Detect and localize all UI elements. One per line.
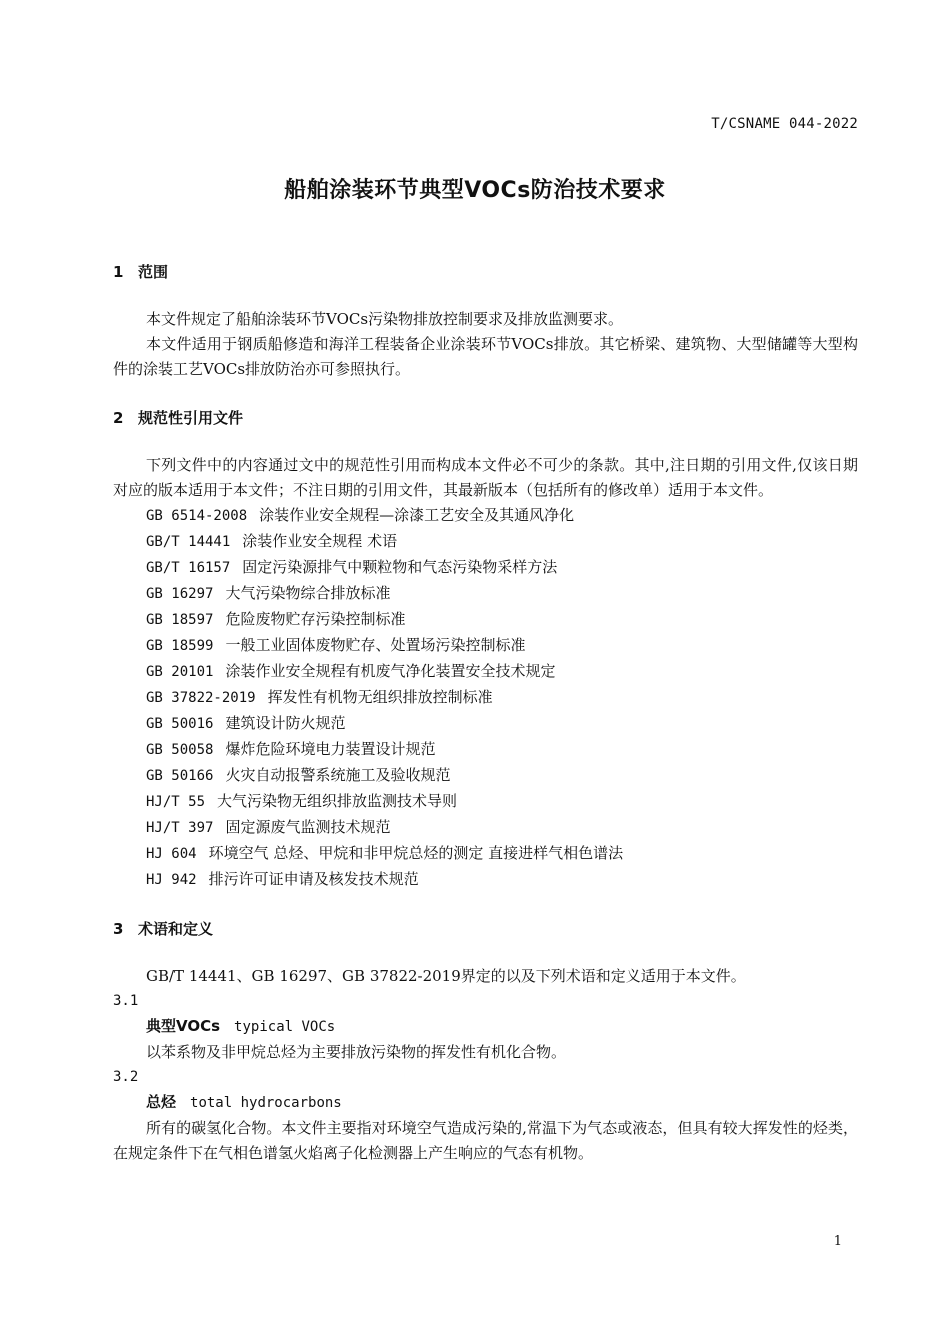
reference-code: GB 50166 — [146, 768, 214, 784]
reference-item — [113, 503, 858, 529]
section-heading-scope — [113, 260, 858, 285]
reference-code: GB 20101 — [146, 664, 214, 680]
reference-title: 爆炸危险环境电力装置设计规范 — [225, 740, 436, 758]
reference-item — [113, 659, 858, 685]
reference-item — [113, 841, 858, 867]
reference-item — [113, 633, 858, 659]
reference-item — [113, 607, 858, 633]
reference-title: 一般工业固体废物贮存、处置场污染控制标准 — [225, 636, 526, 654]
reference-code: GB/T 14441 — [146, 534, 231, 550]
reference-title: 固定污染源排气中颗粒物和气态污染物采样方法 — [242, 558, 558, 576]
reference-item — [113, 815, 858, 841]
reference-title: 火灾自动报警系统施工及验收规范 — [225, 766, 451, 784]
term-name-en: total hydrocarbons — [190, 1095, 342, 1111]
term-name-zh: 典型VOCs — [146, 1017, 221, 1035]
term-entry — [113, 1065, 858, 1166]
reference-item — [113, 789, 858, 815]
reference-title: 挥发性有机物无组织排放控制标准 — [267, 688, 493, 706]
reference-code: HJ/T 55 — [146, 794, 206, 810]
paragraph: 本文件规定了船舶涂装环节VOCs污染物排放控制要求及排放监测要求。 — [146, 310, 624, 328]
reference-title: 大气污染物无组织排放监测技术导则 — [217, 792, 458, 810]
term-number: 3.2 — [113, 1069, 139, 1085]
term-name — [113, 1090, 858, 1116]
term-name-en: typical VOCs — [234, 1019, 336, 1035]
reference-item — [113, 867, 858, 893]
section-title: 术语和定义 — [138, 920, 214, 938]
reference-title: 涂装作业安全规程 术语 — [242, 532, 398, 550]
section-number: 1 — [113, 263, 124, 281]
reference-code: GB/T 16157 — [146, 560, 231, 576]
reference-item — [113, 711, 858, 737]
reference-title: 固定源废气监测技术规范 — [225, 818, 391, 836]
term-definition: 以苯系物及非甲烷总烃为主要排放污染物的挥发性有机化合物。 — [146, 1043, 567, 1061]
term-name-zh: 总烃 — [146, 1093, 177, 1111]
term-entry — [113, 989, 858, 1065]
section-number: 3 — [113, 920, 124, 938]
reference-title: 环境空气 总烃、甲烷和非甲烷总烃的测定 直接进样气相色谱法 — [208, 844, 624, 862]
reference-code: GB 18599 — [146, 638, 214, 654]
section-number: 2 — [113, 409, 124, 427]
paragraph: 本文件适用于钢质船修造和海洋工程装备企业涂装环节VOCs排放。其它桥梁、建筑物、大型储罐等大型构件的涂装工艺VOCs排放防治亦可参照执行。 — [113, 335, 858, 378]
reference-title: 危险废物贮存污染控制标准 — [225, 610, 406, 628]
page-number: 1 — [833, 1234, 842, 1249]
reference-item — [113, 555, 858, 581]
reference-title: 排污许可证申请及核发技术规范 — [208, 870, 419, 888]
reference-item — [113, 763, 858, 789]
reference-code: HJ/T 397 — [146, 820, 214, 836]
reference-item — [113, 529, 858, 555]
reference-code: GB 50058 — [146, 742, 214, 758]
reference-code: HJ 604 — [146, 846, 197, 862]
term-name — [113, 1014, 858, 1040]
reference-title: 涂装作业安全规程有机废气净化装置安全技术规定 — [225, 662, 556, 680]
reference-item — [113, 685, 858, 711]
section-title: 规范性引用文件 — [138, 409, 244, 427]
reference-code: GB 16297 — [146, 586, 214, 602]
document-body — [113, 260, 858, 1166]
reference-item — [113, 581, 858, 607]
reference-code: HJ 942 — [146, 872, 197, 888]
section-heading-terms — [113, 917, 858, 942]
reference-item — [113, 737, 858, 763]
reference-code: GB 37822-2019 — [146, 690, 256, 706]
reference-title: 大气污染物综合排放标准 — [225, 584, 391, 602]
term-number: 3.1 — [113, 993, 139, 1009]
standard-code: T/CSNAME 044-2022 — [711, 116, 858, 132]
reference-code: GB 18597 — [146, 612, 214, 628]
reference-list — [113, 503, 858, 893]
reference-code: GB 6514-2008 — [146, 508, 248, 524]
paragraph: 下列文件中的内容通过文中的规范性引用而构成本文件必不可少的条款。其中,注日期的引用文件,仅该日期对应的版本适用于本文件；不注日期的引用文件，其最新版本（包括所有的修改单）适用于本文件。 — [113, 456, 858, 499]
term-definition: 所有的碳氢化合物。本文件主要指对环境空气造成污染的,常温下为气态或液态，但具有较大挥发性的烃类，在规定条件下在气相色谱氢火焰离子化检测器上产生响应的气态有机物。 — [113, 1119, 858, 1162]
paragraph: GB/T 14441、GB 16297、GB 37822-2019界定的以及下列术语和定义适用于本文件。 — [146, 967, 746, 985]
section-heading-references — [113, 406, 858, 431]
section-title: 范围 — [138, 263, 169, 281]
reference-title: 建筑设计防火规范 — [225, 714, 346, 732]
reference-code: GB 50016 — [146, 716, 214, 732]
document-title: 船舶涂装环节典型VOCs防治技术要求 — [284, 178, 666, 203]
reference-title: 涂装作业安全规程—涂漆工艺安全及其通风净化 — [259, 506, 575, 524]
